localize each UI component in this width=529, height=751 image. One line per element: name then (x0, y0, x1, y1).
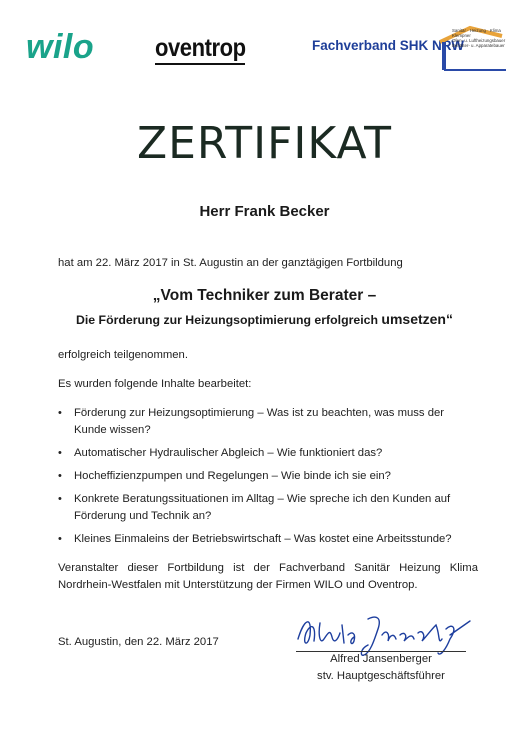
list-item (58, 445, 478, 462)
bullet-icon: • (58, 470, 62, 482)
completion-line: erfolgreich teilgenommen. (58, 349, 188, 361)
emblem-line: Klempner (452, 33, 471, 39)
list-item (58, 531, 478, 548)
emblem-line: Sanitär · Heizung · Klima (452, 28, 501, 33)
fachverband-logo-text: Fachverband SHK NRW (312, 38, 465, 53)
topics-list (58, 405, 478, 554)
topic-text: Automatischer Hydraulischer Abgleich – Wie funktioniert das? (74, 447, 383, 459)
course-subtitle (0, 311, 529, 327)
bullet-icon: • (58, 447, 62, 459)
bullet-icon: • (58, 407, 62, 419)
fachverband-emblem (436, 22, 516, 72)
organizer-text: Veranstalter dieser Fortbildung ist der Fachverband Sanitär Heizung Klima Nordrhein-Westfalen mit Unterstützung der Firmen WILO und Oventrop. (58, 562, 478, 591)
certificate-title: ZERTIFIKAT (136, 118, 393, 169)
bullet-icon: • (58, 493, 62, 505)
signer-role: stv. Hauptgeschäftsführer (317, 670, 445, 682)
topic-text: Förderung zur Heizungsoptimierung – Was ist zu beachten, was muss der Kunde wissen? (74, 407, 445, 436)
list-item (58, 405, 478, 439)
signer-name: Alfred Jansenberger (330, 653, 432, 665)
topic-text: Konkrete Beratungssituationen im Alltag – Wie spreche ich den Kunden auf Förderung und Technik an? (74, 493, 451, 522)
bullet-icon: • (58, 533, 62, 545)
oventrop-logo: oventrop (155, 34, 246, 62)
emblem-line: Behälter- u. Apparatebauer (452, 43, 505, 49)
course-title: „Vom Techniker zum Berater – (152, 287, 377, 304)
logo-header (0, 0, 529, 90)
recipient-name: Herr Frank Becker (199, 203, 330, 220)
topics-intro: Es wurden folgende Inhalte bearbeitet: (58, 378, 252, 390)
topic-text: Hocheffizienzpumpen und Regelungen – Wie binde ich sie ein? (74, 470, 391, 482)
place-date: St. Augustin, den 22. März 2017 (58, 636, 219, 648)
list-item (58, 468, 478, 485)
list-item (58, 491, 478, 525)
wilo-logo: wilo (26, 28, 95, 66)
fachverband-emblem-text (452, 28, 505, 48)
oventrop-logo-underline (155, 63, 245, 65)
course-subtitle-main: Die Förderung zur Heizungsoptimierung erfolgreich (76, 313, 378, 327)
emblem-line: Ofen- u. Luftheizungsbauer (452, 38, 506, 44)
topic-text: Kleines Einmaleins der Betriebswirtschaft – Was kostet eine Arbeitsstunde? (74, 533, 452, 545)
course-subtitle-end: umsetzen“ (381, 311, 453, 327)
signature-line (296, 651, 466, 652)
attendance-line: hat am 22. März 2017 in St. Augustin an der ganztägigen Fortbildung (58, 257, 403, 269)
